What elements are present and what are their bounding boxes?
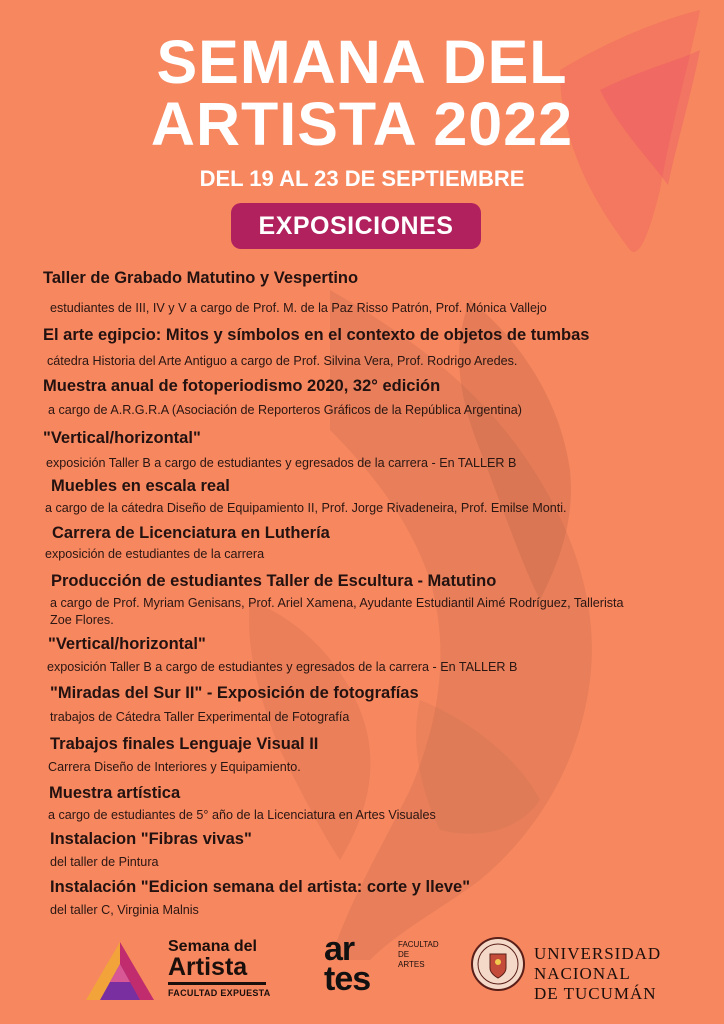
exhibition-title: Muestra anual de fotoperiodismo 2020, 32° edición bbox=[43, 377, 441, 395]
unt-line2: NACIONAL bbox=[534, 964, 631, 983]
semana-logo-line2: Artista bbox=[168, 953, 248, 981]
exhibition-title: Muestra artística bbox=[49, 784, 181, 802]
exhibition-description: a cargo de Prof. Myriam Genisans, Prof. Ariel Xamena, Ayudante Estudiantil Aimé Rodríguez, Tallerista Zoe Flores. bbox=[50, 596, 624, 627]
exhibition-title: Carrera de Licenciatura en Luthería bbox=[52, 524, 330, 542]
exhibition-title: Taller de Grabado Matutino y Vespertino bbox=[43, 269, 359, 287]
exhibition-description: exposición Taller B a cargo de estudiantes y egresados de la carrera - En TALLER B bbox=[47, 660, 518, 674]
university-seal-icon bbox=[470, 936, 526, 992]
unt-line3: DE TUCUMÁN bbox=[534, 984, 657, 1003]
semana-logo-underline bbox=[168, 982, 266, 986]
artes-logo-top: ar bbox=[324, 930, 355, 968]
event-dates: DEL 19 AL 23 DE SEPTIEMBRE bbox=[199, 166, 525, 191]
exhibition-title: Trabajos finales Lenguaje Visual II bbox=[50, 735, 319, 753]
exhibition-description: del taller de Pintura bbox=[50, 855, 159, 869]
unt-line1: UNIVERSIDAD bbox=[534, 944, 662, 963]
exhibition-description: del taller C, Virginia Malnis bbox=[50, 903, 199, 917]
exhibition-description: cátedra Historia del Arte Antiguo a cargo de Prof. Silvina Vera, Prof. Rodrigo Aredes. bbox=[47, 354, 518, 368]
exhibition-title: Instalacion "Fibras vivas" bbox=[50, 830, 252, 848]
section-badge: EXPOSICIONES bbox=[231, 203, 481, 249]
exhibition-title: El arte egipcio: Mitos y símbolos en el contexto de objetos de tumbas bbox=[43, 326, 590, 344]
facultad-label-line1: FACULTAD bbox=[398, 940, 439, 949]
facultad-de-artes-logo bbox=[324, 930, 404, 998]
exhibition-description: a cargo de A.R.G.R.A (Asociación de Reporteros Gráficos de la República Argentina) bbox=[48, 403, 522, 417]
exhibition-description: trabajos de Cátedra Taller Experimental de Fotografía bbox=[50, 710, 350, 724]
exhibition-title: Producción de estudiantes Taller de Escultura - Matutino bbox=[51, 572, 497, 590]
exhibition-title: "Vertical/horizontal" bbox=[43, 429, 201, 447]
artes-logo-bottom: tes bbox=[324, 960, 371, 998]
exhibition-title: "Vertical/horizontal" bbox=[48, 635, 206, 653]
semana-logo-line1: Semana del bbox=[168, 938, 257, 955]
exhibition-description: Carrera Diseño de Interiores y Equipamiento. bbox=[48, 760, 301, 774]
exhibition-description: exposición de estudiantes de la carrera bbox=[45, 547, 265, 561]
exhibition-description: a cargo de la cátedra Diseño de Equipamiento II, Prof. Jorge Rivadeneira, Prof. Emilse Monti. bbox=[45, 501, 567, 515]
universidad-nacional-de-tucuman-wordmark bbox=[534, 944, 661, 1004]
poster-title-line2: ARTISTA 2022 bbox=[150, 90, 574, 158]
poster-title-line1: SEMANA DEL bbox=[156, 28, 568, 96]
facultad-label-line2: DE bbox=[398, 950, 410, 959]
exhibition-description: a cargo de estudiantes de 5° año de la Licenciatura en Artes Visuales bbox=[48, 808, 436, 822]
exhibition-title: Instalación "Edicion semana del artista: corte y lleve" bbox=[50, 878, 471, 896]
facultad-de-artes-label bbox=[398, 940, 439, 970]
exhibition-description: estudiantes de III, IV y V a cargo de Prof. M. de la Paz Risso Patrón, Prof. Mónica Vallejo bbox=[50, 301, 547, 315]
exhibition-description: exposición Taller B a cargo de estudiantes y egresados de la carrera - En TALLER B bbox=[46, 456, 517, 470]
semana-logo-line3: FACULTAD EXPUESTA bbox=[168, 988, 271, 998]
semana-del-artista-logo-icon bbox=[84, 940, 156, 1002]
exhibition-title: Muebles en escala real bbox=[51, 477, 230, 495]
exhibition-title: "Miradas del Sur II" - Exposición de fotografías bbox=[50, 684, 419, 702]
facultad-label-line3: ARTES bbox=[398, 960, 425, 969]
